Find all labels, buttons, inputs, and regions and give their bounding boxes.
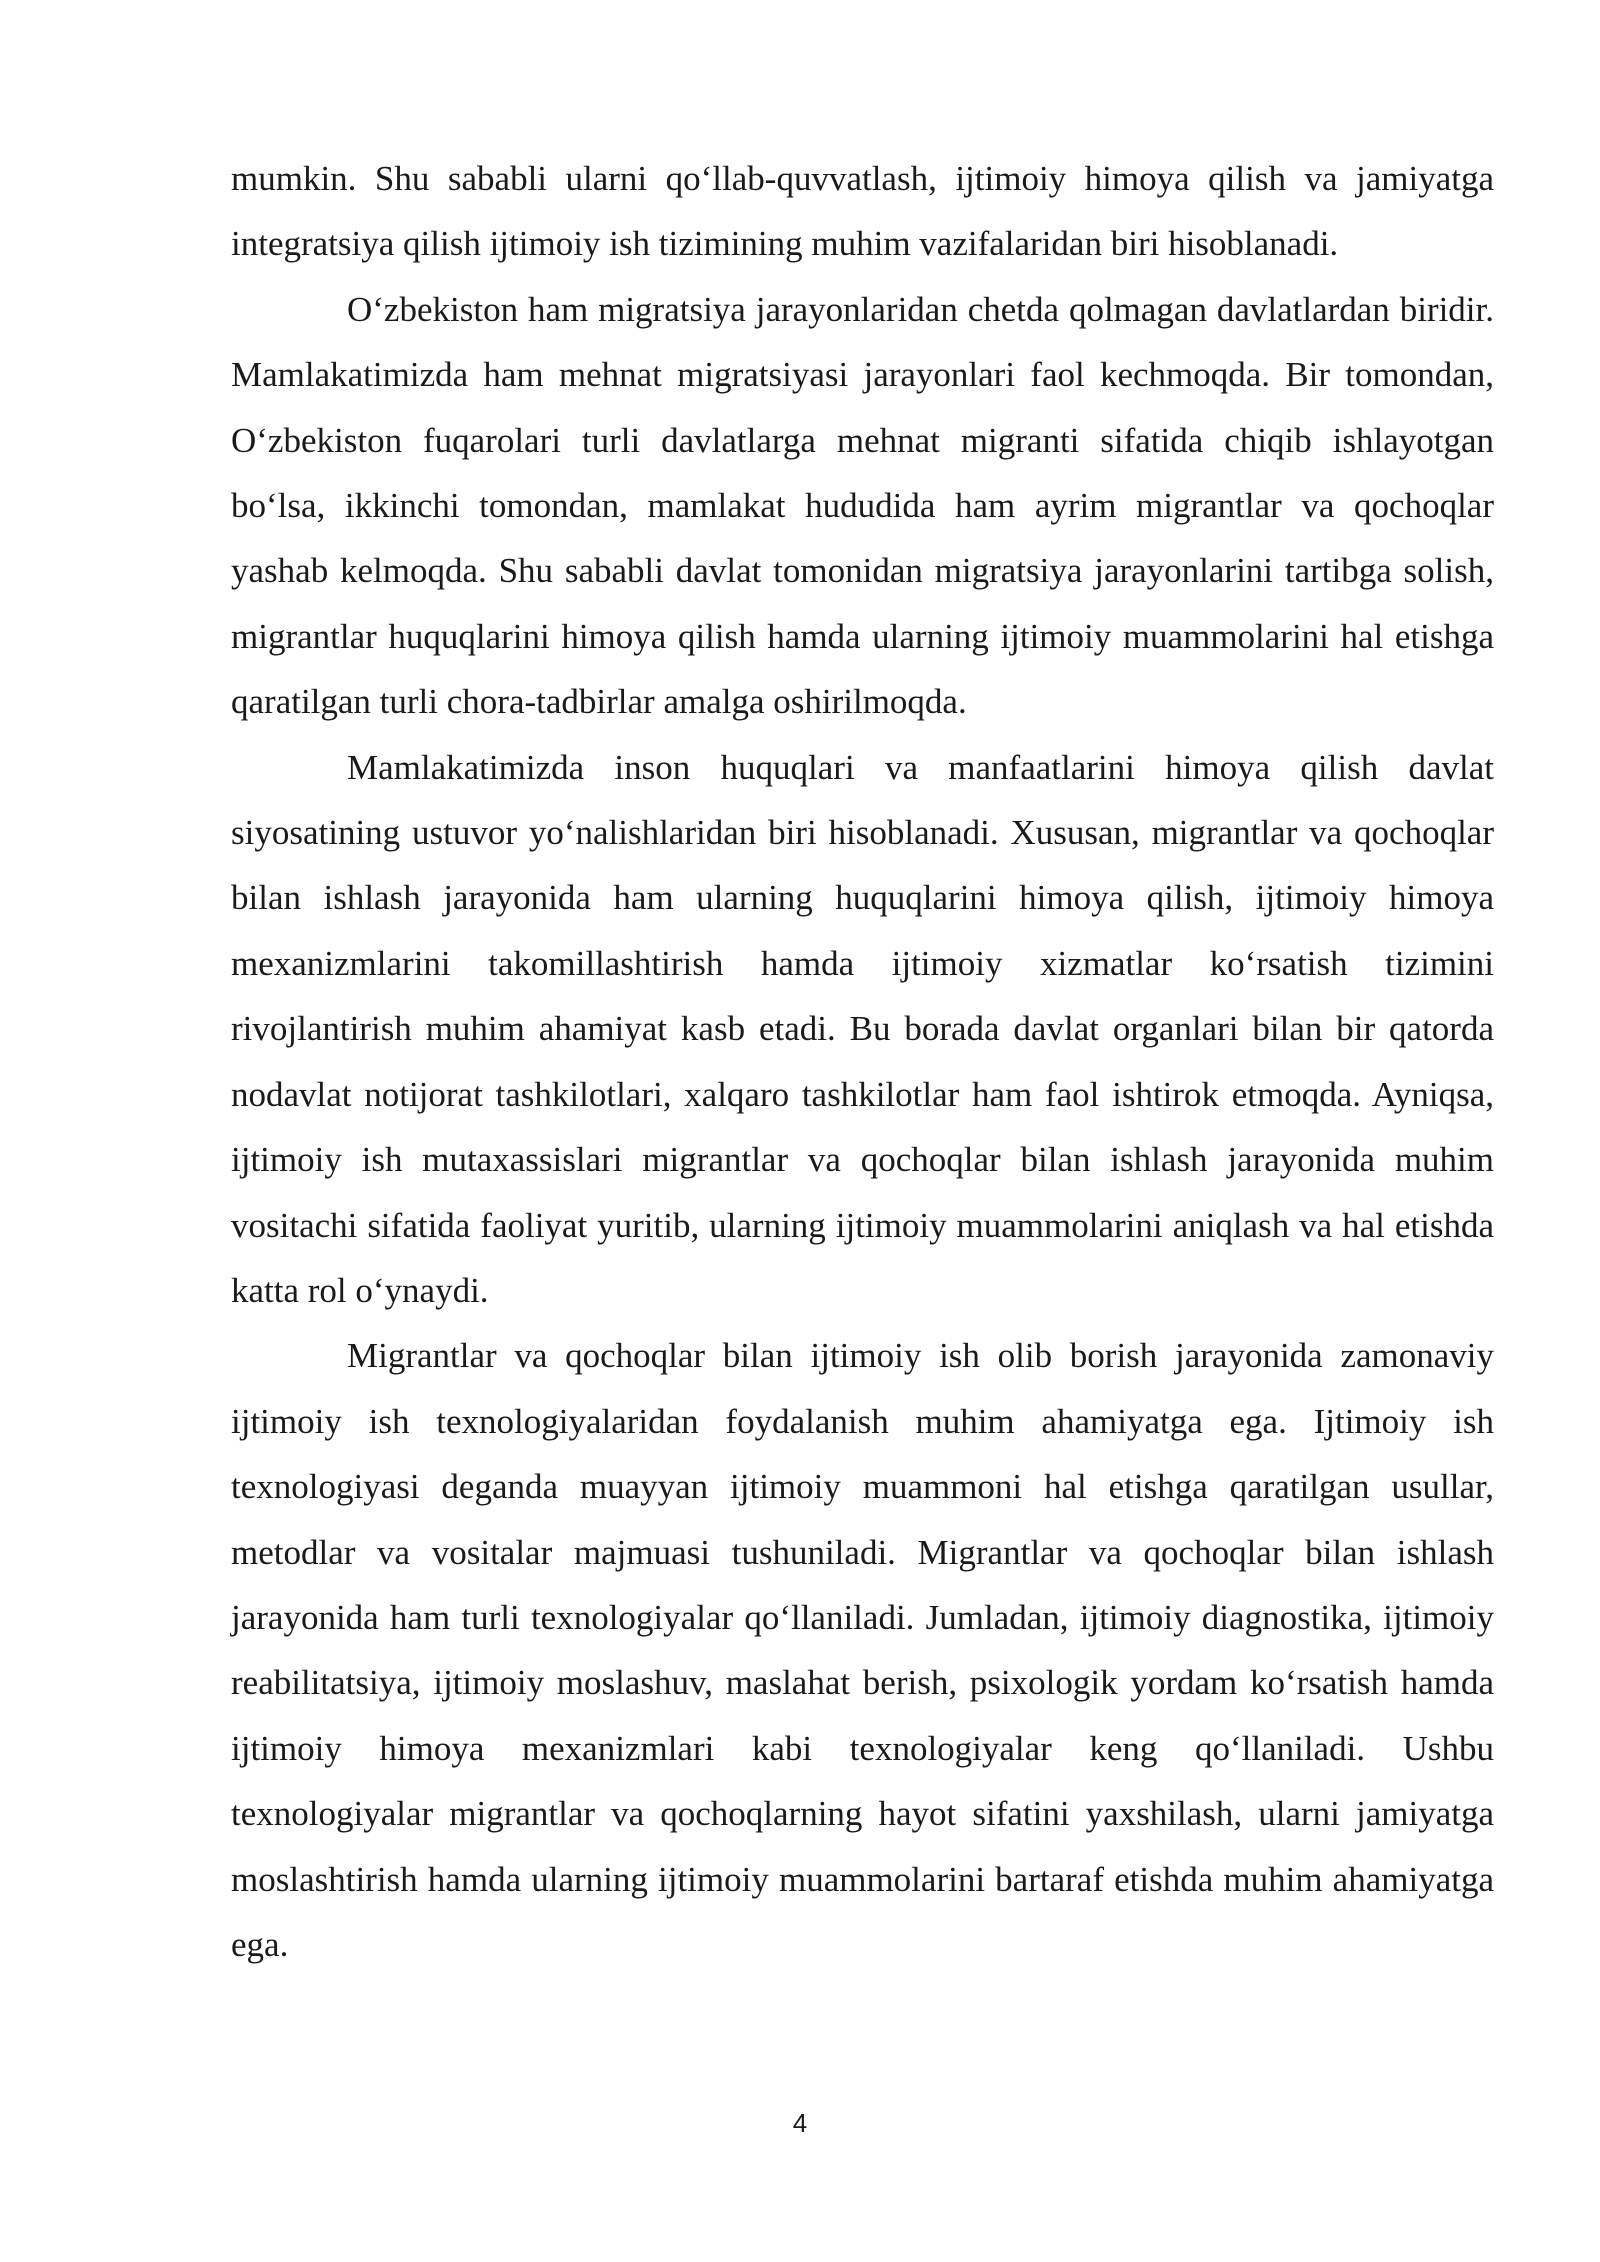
paragraph-social-work-technologies: Migrantlar va qochoqlar bilan ijtimoiy ish olib borish jarayonida zamonaviy ijtimoiy ish texnologiyalaridan foydalanish muhim ahamiyatga ega. Ijtimoiy ish texnologiyasi deganda muayyan ijtimoiy muammoni hal etishga qaratilgan usullar, metodlar va vositalar majmuasi tushuniladi. Migrantlar va qochoqlar bilan ishlash jarayonida ham turli texnologiyalar qo‘llaniladi. Jumladan, ijtimoiy diagnostika, ijtimoiy reabilitatsiya, ijtimoiy moslashuv, maslahat berish, psixologik yordam ko‘rsatish hamda ijtimoiy himoya mexanizmlari kabi texnologiyalar keng qo‘llaniladi. Ushbu texnologiyalar migrantlar va qochoqlarning hayot sifatini yaxshilash, ularni jamiyatga moslashtirish hamda ularning ijtimoiy muammolarini bartaraf etishda muhim ahamiyatga ega. bbox=[231, 1336, 1494, 1964]
paragraph-continued: mumkin. Shu sababli ularni qo‘llab-quvvatlash, ijtimoiy himoya qilish va jamiyatga integratsiya qilish ijtimoiy ish tizimining muhim vazifalaridan biri hisoblanadi. bbox=[231, 159, 1494, 264]
paragraph-uzbekistan-migration: O‘zbekiston ham migratsiya jarayonlaridan chetda qolmagan davlatlardan biridir. Mamlakatimizda ham mehnat migratsiyasi jarayonlari faol kechmoqda. Bir tomondan, O‘zbekiston fuqarolari turli davlatlarga mehnat migranti sifatida chiqib ishlayotgan bo‘lsa, ikkinchi tomondan, mamlakat hududida ham ayrim migrantlar va qochoqlar yashab kelmoqda. Shu sababli davlat tomonidan migratsiya jarayonlarini tartibga solish, migrantlar huquqlarini himoya qilish hamda ularning ijtimoiy muammolarini hal etishga qaratilgan turli chora-tadbirlar amalga oshirilmoqda. bbox=[231, 289, 1494, 722]
body-text bbox=[231, 146, 1494, 1977]
paragraph-human-rights: Mamlakatimizda inson huquqlari va manfaatlarini himoya qilish davlat siyosatining ustuvor yo‘nalishlaridan biri hisoblanadi. Xususan, migrantlar va qochoqlar bilan ishlash jarayonida ham ularning huquqlarini himoya qilish, ijtimoiy himoya mexanizmlarini takomillashtirish hamda ijtimoiy xizmatlar ko‘rsatish tizimini rivojlantirish muhim ahamiyat kasb etadi. Bu borada davlat organlari bilan bir qatorda nodavlat notijorat tashkilotlari, xalqaro tashkilotlar ham faol ishtirok etmoqda. Ayniqsa, ijtimoiy ish mutaxassislari migrantlar va qochoqlar bilan ishlash jarayonida muhim vositachi sifatida faoliyat yuritib, ularning ijtimoiy muammolarini aniqlash va hal etishda katta rol o‘ynaydi. bbox=[231, 747, 1494, 1310]
page-number: 4 bbox=[792, 2108, 808, 2138]
